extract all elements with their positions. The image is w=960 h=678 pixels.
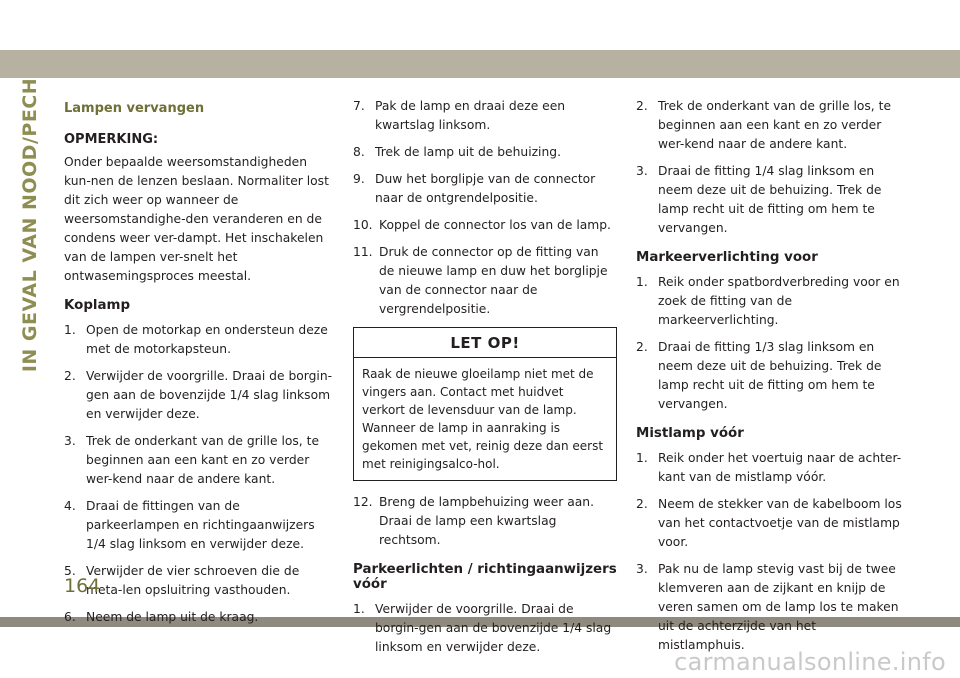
list-item xyxy=(636,495,906,552)
step-number: 3. xyxy=(64,434,76,448)
column-2 xyxy=(353,97,617,665)
markeer-steps xyxy=(636,273,906,414)
parkeer-steps-a xyxy=(353,600,617,657)
parkeer-steps-b xyxy=(636,97,906,238)
list-item xyxy=(64,432,334,489)
list-item xyxy=(636,560,906,655)
list-item xyxy=(64,497,334,554)
step-text: Draai de fittingen van de parkeerlampen en richtingaanwijzers 1/4 slag linksom en verwijder deze. xyxy=(86,499,315,551)
column-1 xyxy=(64,97,334,635)
list-item xyxy=(636,338,906,414)
koplamp-steps-c xyxy=(353,493,617,550)
list-item xyxy=(353,143,617,162)
list-item xyxy=(64,321,334,359)
step-number: 10. xyxy=(353,218,373,232)
list-item xyxy=(636,162,906,238)
warning-box xyxy=(353,327,617,481)
markeer-heading: Markeerverlichting voor xyxy=(636,250,818,265)
watermark-link[interactable]: carmanualsonline.info xyxy=(674,648,946,676)
step-number: 2. xyxy=(636,340,648,354)
step-text: Draai de fitting 1/4 slag linksom en neem deze uit de behuizing. Trek de lamp recht uit de fitting om hem te vervangen. xyxy=(658,164,882,235)
step-number: 1. xyxy=(636,451,648,465)
list-item xyxy=(636,273,906,330)
koplamp-steps-a xyxy=(64,321,334,627)
step-number: 9. xyxy=(353,172,365,186)
list-item xyxy=(64,608,334,627)
step-text: Druk de connector op de fitting van de nieuwe lamp en duw het borglipje van de connector naar de vergrendelpositie. xyxy=(379,245,608,316)
section-title: Lampen vervangen xyxy=(64,101,205,116)
step-number: 1. xyxy=(64,323,76,337)
step-number: 2. xyxy=(64,369,76,383)
page-number: 164 xyxy=(64,575,101,597)
note-text: Onder bepaalde weersomstandigheden kun-nen de lenzen beslaan. Normaliter lost dit zich weer op wanneer de weersomstandighe-den veranderen en de condens weer ver-dampt. Het inschakelen van de lampen ver-snelt het ontwasemingsproces meestal. xyxy=(64,155,329,283)
parkeer-heading: Parkeerlichten / richtingaanwijzers vóór xyxy=(353,562,617,592)
note-label: OPMERKING: xyxy=(64,132,159,147)
step-number: 7. xyxy=(353,99,365,113)
step-text: Open de motorkap en ondersteun deze met de motorkapsteun. xyxy=(86,323,328,356)
step-text: Reik onder het voertuig naar de achter-kant van de mistlamp vóór. xyxy=(658,451,902,484)
step-number: 2. xyxy=(636,99,648,113)
step-number: 1. xyxy=(636,275,648,289)
list-item xyxy=(636,97,906,154)
warning-text: Raak de nieuwe gloeilamp niet met de vingers aan. Contact met huidvet verkort de levensduur van de lamp. Wanneer de lamp in aanraking is gekomen met vet, reinig deze dan eerst met reinigingsalco-hol. xyxy=(362,367,604,471)
list-item xyxy=(636,449,906,487)
koplamp-steps-b xyxy=(353,97,617,319)
step-text: Neem de stekker van de kabelboom los van het contactvoetje van de mistlamp voor. xyxy=(658,497,902,549)
step-number: 2. xyxy=(636,497,648,511)
step-number: 3. xyxy=(636,164,648,178)
step-text: Koppel de connector los van de lamp. xyxy=(379,218,611,232)
step-number: 12. xyxy=(353,495,373,509)
step-text: Verwijder de vier schroeven die de meta-len opsluitring vasthouden. xyxy=(86,564,300,597)
step-number: 6. xyxy=(64,610,76,624)
side-chapter-title-text: IN GEVAL VAN NOOD/PECH xyxy=(19,77,41,373)
list-item xyxy=(353,170,617,208)
step-number: 1. xyxy=(353,602,365,616)
step-number: 4. xyxy=(64,499,76,513)
list-item xyxy=(64,562,334,600)
step-text: Breng de lampbehuizing weer aan. Draai de lamp een kwartslag rechtsom. xyxy=(379,495,594,547)
step-text: Pak de lamp en draai deze een kwartslag linksom. xyxy=(375,99,566,132)
step-text: Draai de fitting 1/3 slag linksom en neem deze uit de behuizing. Trek de lamp recht uit de fitting om hem te vervangen. xyxy=(658,340,882,411)
step-text: Verwijder de voorgrille. Draai de borgin-gen aan de bovenzijde 1/4 slag linksom en verwijder deze. xyxy=(86,369,333,421)
list-item xyxy=(64,367,334,424)
step-number: 11. xyxy=(353,245,373,259)
step-text: Trek de onderkant van de grille los, te beginnen aan een kant en zo verder wer-kend naar de andere kant. xyxy=(658,99,892,151)
step-number: 8. xyxy=(353,145,365,159)
mistlamp-steps xyxy=(636,449,906,655)
koplamp-heading: Koplamp xyxy=(64,298,131,313)
step-text: Trek de lamp uit de behuizing. xyxy=(375,145,561,159)
list-item xyxy=(353,600,617,657)
step-number: 3. xyxy=(636,562,648,576)
warning-title: LET OP! xyxy=(354,328,616,358)
column-3 xyxy=(636,97,906,663)
list-item xyxy=(353,243,617,319)
list-item xyxy=(353,216,617,235)
step-text: Duw het borglipje van de connector naar de ontgrendelpositie. xyxy=(375,172,596,205)
list-item xyxy=(353,97,617,135)
step-text: Neem de lamp uit de kraag. xyxy=(86,610,259,624)
step-text: Reik onder spatbordverbreding voor en zoek de fitting van de markeerverlichting. xyxy=(658,275,900,327)
step-number: 5. xyxy=(64,564,76,578)
list-item xyxy=(353,493,617,550)
step-text: Pak nu de lamp stevig vast bij de twee klemveren aan de zijkant en knijp de veren samen om de lamp los te maken uit de achterzijde van het mistlamphuis. xyxy=(658,562,899,652)
step-text: Verwijder de voorgrille. Draai de borgin-gen aan de bovenzijde 1/4 slag linksom en verwijder deze. xyxy=(375,602,612,654)
mistlamp-heading: Mistlamp vóór xyxy=(636,426,744,441)
step-text: Trek de onderkant van de grille los, te beginnen aan een kant en zo verder wer-kend naar de andere kant. xyxy=(86,434,320,486)
top-header-band xyxy=(0,50,960,78)
side-chapter-title xyxy=(18,77,42,373)
